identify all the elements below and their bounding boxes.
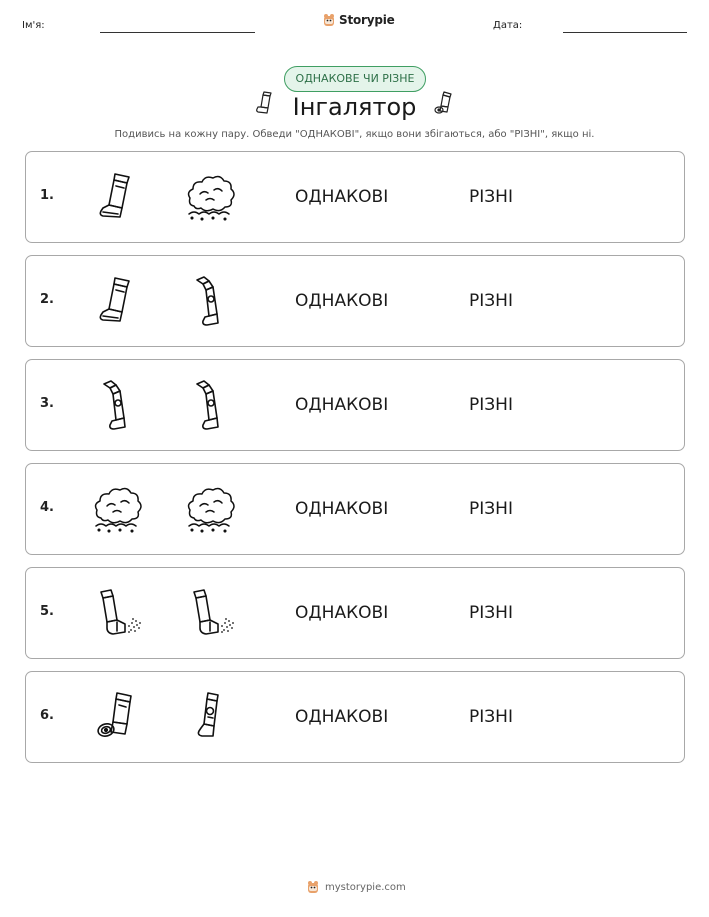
comparison-row [25, 463, 685, 555]
option-different[interactable]: РІЗНІ [469, 291, 513, 311]
footer [306, 880, 406, 894]
inhaler-icon [87, 272, 147, 332]
option-different[interactable]: РІЗНІ [469, 499, 513, 519]
instructions: Подивись на кожну пару. Обведи "ОДНАКОВІ", якщо вони збігаються, або "РІЗНІ", якщо ні. [114, 129, 595, 140]
inhaler-spray-icon [180, 584, 240, 644]
name-label: Ім'я: [22, 20, 45, 31]
inhaler-cap-icon [180, 272, 240, 332]
option-same[interactable]: ОДНАКОВІ [295, 499, 389, 519]
inhaler-cap-icon [180, 376, 240, 436]
option-same[interactable]: ОДНАКОВІ [295, 707, 389, 727]
row-number: 2. [40, 292, 54, 307]
option-different[interactable]: РІЗНІ [469, 395, 513, 415]
worksheet-title: Інгалятор [292, 93, 417, 121]
inhaler-spray-icon [87, 584, 147, 644]
option-same[interactable]: ОДНАКОВІ [295, 291, 389, 311]
comparison-row [25, 671, 685, 763]
date-label: Дата: [493, 20, 523, 31]
option-different[interactable]: РІЗНІ [469, 603, 513, 623]
row-number: 5. [40, 604, 54, 619]
inhaler-round-icon [433, 90, 455, 118]
inhaler-icon [87, 168, 147, 228]
comparison-row [25, 359, 685, 451]
inhaler-cap-icon [87, 376, 147, 436]
row-number: 1. [40, 188, 54, 203]
option-different[interactable]: РІЗНІ [469, 707, 513, 727]
comparison-row [25, 151, 685, 243]
vapor-cloud-icon [87, 480, 147, 540]
inhaler-dial-icon [180, 688, 240, 748]
storypie-mascot-icon [306, 880, 320, 894]
name-field-line[interactable] [100, 32, 255, 33]
option-same[interactable]: ОДНАКОВІ [295, 395, 389, 415]
inhaler-round-icon [87, 688, 147, 748]
option-different[interactable]: РІЗНІ [469, 187, 513, 207]
row-number: 4. [40, 500, 54, 515]
option-same[interactable]: ОДНАКОВІ [295, 187, 389, 207]
brand-name: Storypie [339, 13, 395, 27]
brand-logo [322, 13, 395, 27]
date-field-line[interactable] [563, 32, 687, 33]
footer-website: mystorypie.com [325, 881, 406, 893]
storypie-mascot-icon [322, 13, 336, 27]
option-same[interactable]: ОДНАКОВІ [295, 603, 389, 623]
vapor-cloud-icon [180, 168, 240, 228]
row-number: 6. [40, 708, 54, 723]
comparison-row [25, 567, 685, 659]
comparison-row [25, 255, 685, 347]
vapor-cloud-icon [180, 480, 240, 540]
row-number: 3. [40, 396, 54, 411]
category-badge: ОДНАКОВЕ ЧИ РІЗНЕ [284, 66, 426, 92]
